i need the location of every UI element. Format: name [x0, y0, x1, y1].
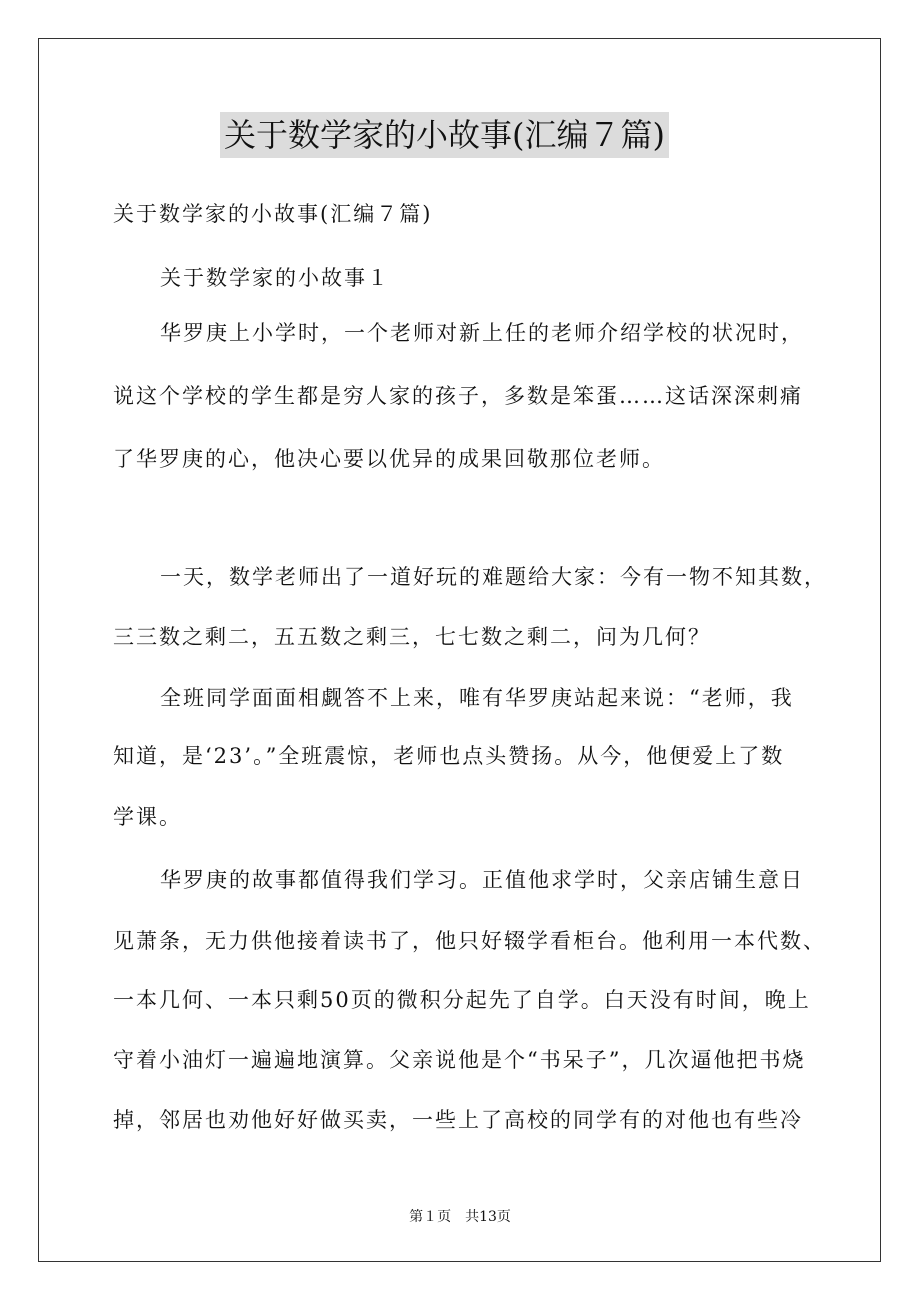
text-line: 了华罗庚的心，他决心要以优异的成果回敬那位老师。	[113, 447, 665, 471]
text-line: 一天，数学老师出了一道好玩的难题给大家：今有一物不知其数，	[160, 565, 827, 589]
document-title: 关于数学家的小故事(汇编７篇)	[220, 112, 669, 158]
text-line: 华罗庚的故事都值得我们学习。正值他求学时，父亲店铺生意日	[160, 868, 804, 892]
text-line: 守着小油灯一遍遍地演算。父亲说他是个“书呆子”，几次逼他把书烧	[113, 1048, 806, 1072]
section-heading: 关于数学家的小故事１	[160, 266, 390, 290]
page-footer: 第１页 共13页	[409, 1209, 511, 1225]
text-line: 学课。	[113, 805, 182, 829]
text-line: 华罗庚上小学时，一个老师对新上任的老师介绍学校的状况时，	[160, 321, 804, 345]
text-line: 说这个学校的学生都是穷人家的孩子，多数是笨蛋……这话深深刺痛	[113, 384, 803, 408]
text-line: 知道，是‘23’。”全班震惊，老师也点头赞扬。从今，他便爱上了数	[113, 744, 785, 768]
text-line: 掉，邻居也劝他好好做买卖，一些上了高校的同学有的对他也有些冷	[113, 1108, 803, 1132]
text-line: 全班同学面面相觑答不上来，唯有华罗庚站起来说：“老师，我	[160, 686, 794, 710]
text-line: 见萧条，无力供他接着读书了，他只好辍学看柜台。他利用一本代数、	[113, 929, 826, 953]
text-line: 一本几何、一本只剩50页的微积分起先了自学。白天没有时间，晚上	[113, 988, 811, 1012]
text-line: 三三数之剩二，五五数之剩三，七七数之剩二，问为几何？	[113, 625, 711, 649]
document-subtitle: 关于数学家的小故事(汇编７篇)	[113, 202, 433, 226]
